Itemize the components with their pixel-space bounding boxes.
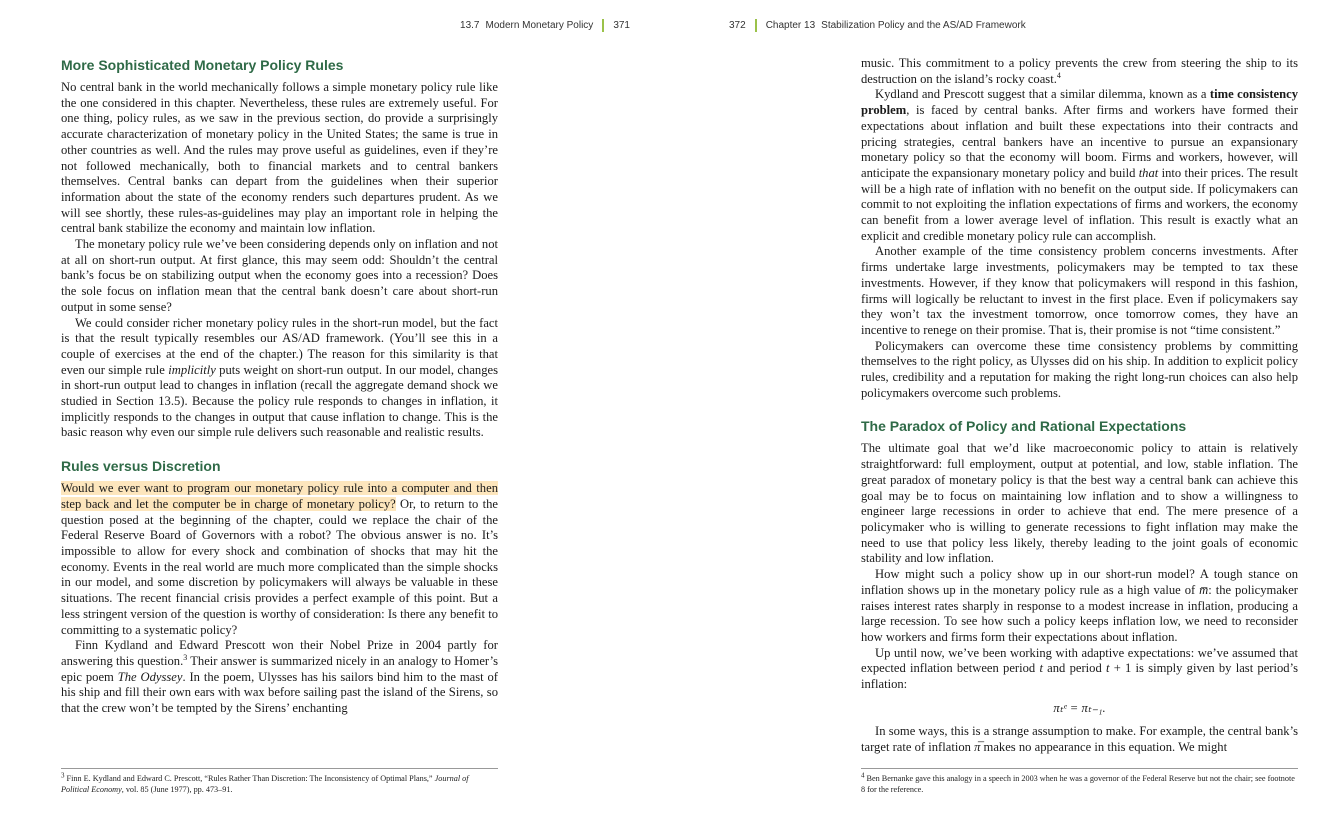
chapter-label: Chapter 13 [765, 20, 816, 31]
paragraph: No central bank in the world mechanically follows a simple monetary policy rule like the one considered in this chapter. Nevertheless, these rules are extremely useful. For one thing, policy rules, as we saw in the previous section, do provide a surprisingly accurate characterization of monetary policy in the United States; the same is true in other countries as well. And the rules may prove useful as guidelines, even if they’re not followed mechanically, both to financial markets and to central bankers themselves. Central banks can depart from the guidelines when their superior information about the state of the economy renders such departures prudent. As we will see shortly, these rules-as-guidelines may play an important role in helping the central bank stabilize the economy and maintain low inflation. [61, 80, 498, 236]
heading-sophisticated-rules: More Sophisticated Monetary Policy Rules [61, 57, 344, 73]
paragraph: The ultimate goal that we’d like macroeconomic policy to attain is relatively straightforward: full employment, output at potential, and low, stable inflation. The great paradox of monetary policy is that the best way a central bank can achieve this goal may be to focus on maintaining low inflation and to show a willingness to engineer large recessions in order to achieve that end. The mere presence of a policymaker who is willing to generate recessions to fight inflation may make the need to use that policy less likely, thereby leading to the joint goals of economic stability and low inflation. [861, 441, 1298, 566]
paragraph: Up until now, we’ve been working with adaptive expectations: we’ve assumed that expected inflation between period t and period t + 1 is simply given by last period’s inflation: [861, 645, 1298, 692]
equation: πₜᵉ = πₜ₋₁. [1053, 700, 1106, 715]
paragraph: Another example of the time consistency problem concerns investments. After firms undertake large investments, policymakers may be tempted to tax these investments. However, if they know that policymakers will respond in this fashion, firms will logically be reluctant to invest in the first place. Even if policymakers say they won’t tax the investment tomorrow, once tomorrow comes, they have an incentive to renege on their promise. That is, their promise is not “time consistent.” [861, 244, 1298, 337]
right-page-body [861, 56, 1298, 756]
highlighted-text[interactable]: Would we ever want to program our monetary policy rule into a computer and then step back and let the computer be in charge of monetary policy? [61, 481, 498, 511]
paragraph: Would we ever want to program our monetary policy rule into a computer and then step back and let the computer be in charge of monetary policy? Or, to return to the question posed at the beginning of the chapter, could we replace the chair of the Federal Reserve Board of Governors with a robot? The obvious answer is no. It’s impossible to allow for every shock and combination of shocks that may hit the economy. Events in the real world are much more complicated than the simple shocks in our model, and some discretion by policymakers will always be valuable in these situations. The recent financial crisis provides a perfect example of this point. But a less stringent version of the question is worthy of consideration: Is there any benefit to committing to a systematic policy? [61, 481, 498, 637]
paragraph: Finn Kydland and Edward Prescott won their Nobel Prize in 2004 partly for answering this question.$^3$ Their answer is summarized nicely in an analogy to Homer’s epic poem The Odyssey. In the poem, Ulysses has his sailors bind him to the mast of his ship and fill their own ears with wax before sailing past the island of the Sirens, so that the crew won’t be tempted by the Sirens’ enchanting [61, 638, 498, 716]
paragraph: Kydland and Prescott suggest that a similar dilemma, known as a time consistency problem, is faced by central banks. After firms and workers have formed their expectations about inflation and built these expectations into their contracts and pricing strategies, central bankers have an incentive to pursue an expansionary monetary policy so that the economy will boom. Firms and workers, however, will anticipate the expansionary monetary policy and build that into their prices. The result will be a high rate of inflation with no benefit on the output side. If policymakers can commit to not exploiting the inflation expectations of firms and workers, the economy can benefit from a lower average level of inflation. This result is exactly what an explicit and credible monetary policy rule can accomplish. [861, 87, 1298, 243]
paragraph: We could consider richer monetary policy rules in the short-run model, but the fact is that the result typically resembles our AS/AD framework. (You’ll see this in a couple of exercises at the end of the chapter.) The reason for this similarity is that even our simple rule implicitly puts weight on short-run output. In our model, changes in short-run output lead to changes in inflation (recall the aggregate demand shock we studied in Section 13.5). Because the policy rule responds to changes in inflation, it implicitly responds to the changes in output that cause inflation to change. This is the basic reason why even our simple rule delivers such reasonable and realistic results. [61, 315, 498, 440]
key-term: time consistency problem [861, 87, 1298, 118]
header-divider [755, 19, 757, 32]
footnote-ref[interactable]: 3 [183, 652, 188, 662]
right-page [660, 0, 1320, 820]
paragraph: How might such a policy show up in our short-run model? A tough stance on inflation shows up in the monetary policy rule as a high value of m̅: the policymaker raises interest rates sharply in response to a modest increase in inflation, producing a large recession. To see how such a policy keeps inflation low, we need to reconsider how workers and firms form their expectations about inflation. [861, 567, 1298, 644]
footnote-ref[interactable]: 4 [1056, 70, 1061, 80]
paragraph: The monetary policy rule we’ve been considering depends only on inflation and not at all on short-run output. At first glance, this may seem odd: Shouldn’t the central bank’s focus be on stabilizing output when the economy goes into a recession? Does the sole focus on inflation mean that the central bank doesn’t care about short-run output in some sense? [61, 237, 498, 314]
right-page-header [729, 19, 1026, 32]
heading-rules-vs-discretion: Rules versus Discretion [61, 458, 221, 475]
header-divider [602, 19, 604, 32]
footnote: 4 Ben Bernanke gave this analogy in a speech in 2003 when he was a governor of the Federal Reserve but not the chair; see footnote 8 for the reference. [861, 768, 1298, 795]
paragraph: Policymakers can overcome these time consistency problems by committing themselves to the right policy, as Ulysses did on his ship. In addition to explicit policy rules, credibility and a reputation for making the right long-run choices can also help policymakers overcome such problems. [861, 338, 1298, 400]
section-number: 13.7 [460, 20, 480, 31]
footnote: 3 Finn E. Kydland and Edward C. Prescott, “Rules Rather Than Discretion: The Inconsistency of Optimal Plans,” Journal of Political Economy, vol. 85 (June 1977), pp. 473–91. [61, 768, 498, 795]
paragraph: In some ways, this is a strange assumption to make. For example, the central bank’s target rate of inflation π̅ makes no appearance in this equation. We might [861, 724, 1298, 755]
page-number: 372 [729, 20, 746, 31]
heading-paradox-of-policy: The Paradox of Policy and Rational Expectations [861, 418, 1187, 435]
chapter-title: Stabilization Policy and the AS/AD Framework [821, 20, 1026, 31]
left-page-header [460, 19, 630, 32]
paragraph: music. This commitment to a policy prevents the crew from steering the ship to its destruction on the island’s rocky coast.$^4$ [861, 56, 1298, 86]
section-title: Modern Monetary Policy [485, 20, 594, 31]
left-page-body [61, 56, 498, 717]
page-number: 371 [613, 20, 630, 31]
